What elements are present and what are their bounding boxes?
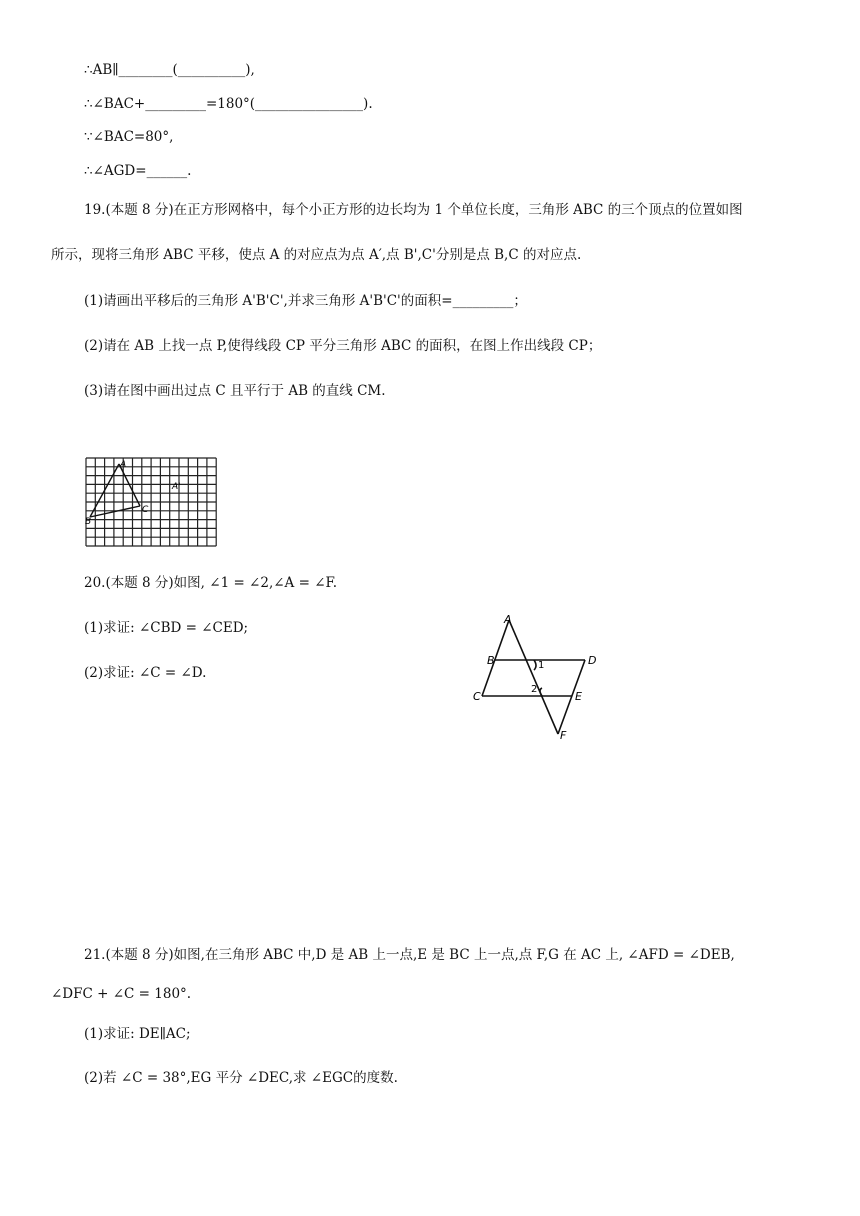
q20-stem: 20.(本题 8 分)如图, ∠1 = ∠2,∠A = ∠F. [84, 575, 338, 591]
label-e: E [575, 690, 582, 703]
q21-stem-line-1: 21.(本题 8 分)如图,在三角形 ABC 中,D 是 AB 上一点,E 是 BC 上一点,点 F,G 在 AC 上, ∠AFD = ∠DEB, [84, 947, 735, 963]
q21-part-1: (1)求证: DE∥AC; [84, 1026, 191, 1042]
label-a-prime: A' [172, 482, 181, 492]
q21-part-2: (2)若 ∠C = 38°,EG 平分 ∠DEC,求 ∠EGC的度数. [84, 1070, 398, 1086]
segment-af [509, 620, 558, 734]
label-b: B [487, 654, 495, 667]
q20-figure [472, 612, 612, 742]
q19-stem-line-2: 所示，现将三角形 ABC 平移，使点 A 的对应点为点 A′,点 B',C'分别是点 B,C 的对应点. [51, 247, 582, 263]
label-angle-2: 2 [531, 684, 538, 695]
q18-line-2: ∴∠BAC+_________=180°(________________). [84, 96, 373, 112]
q18-line-1: ∴AB∥________(__________), [84, 62, 255, 78]
label-f: F [560, 729, 567, 742]
angle-1-arc [534, 660, 536, 670]
label-c: C [473, 690, 481, 703]
q18-line-3: ∵∠BAC=80°, [84, 129, 174, 145]
label-a: A [504, 613, 512, 626]
q19-part-2: (2)请在 AB 上找一点 P,使得线段 CP 平分三角形 ABC 的面积，在图上作出线段 CP； [84, 338, 602, 354]
q19-stem-line-1: 19.(本题 8 分)在正方形网格中，每个小正方形的边长均为 1 个单位长度，三角形 ABC 的三个顶点的位置如图 [84, 202, 743, 218]
label-c: C [142, 505, 149, 515]
q21-stem-line-2: ∠DFC + ∠C = 180°. [51, 986, 192, 1002]
q19-part-1: (1)请画出平移后的三角形 A'B'C',并求三角形 A'B'C'的面积=_________； [84, 293, 527, 309]
q20-part-1: (1)求证: ∠CBD = ∠CED; [84, 620, 249, 636]
label-a: A [120, 460, 127, 470]
q20-part-2: (2)求证: ∠C = ∠D. [84, 665, 207, 681]
q18-line-4: ∴∠AGD=______. [84, 163, 192, 179]
label-d: D [588, 654, 597, 667]
q19-grid-figure [84, 456, 218, 549]
label-angle-1: 1 [538, 660, 545, 671]
label-b: B [85, 517, 92, 527]
q19-part-3: (3)请在图中画出过点 C 且平行于 AB 的直线 CM. [84, 383, 386, 399]
